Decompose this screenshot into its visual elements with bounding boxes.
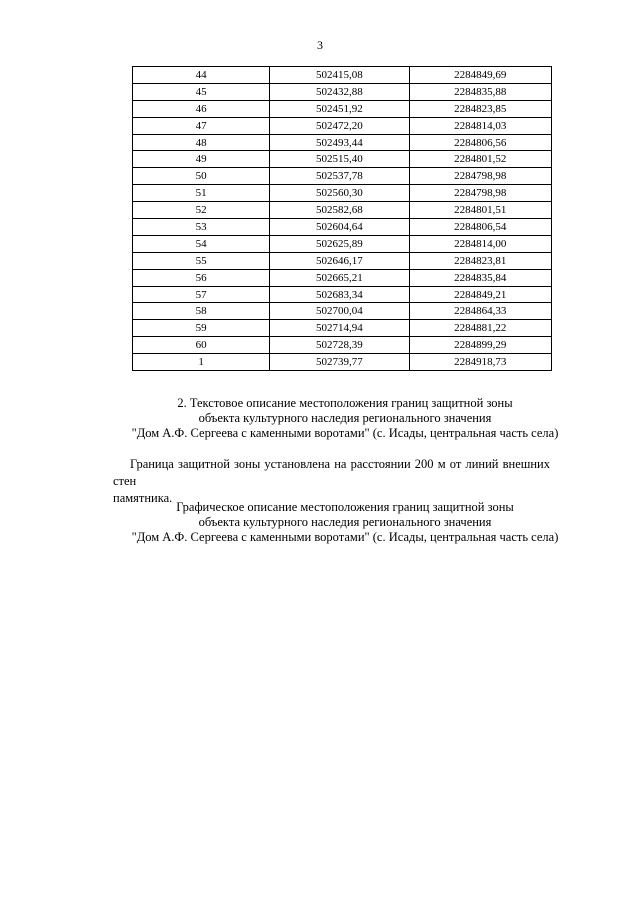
coordinates-table [132, 66, 552, 371]
y-coordinate-cell: 2284849,21 [409, 286, 551, 303]
table-row [133, 67, 552, 84]
x-coordinate-cell: 502714,94 [270, 320, 409, 337]
table-row [133, 337, 552, 354]
table-row [133, 320, 552, 337]
section-2-heading-line-2: объекта культурного наследия регионального значения [198, 411, 492, 425]
x-coordinate-cell: 502432,88 [270, 83, 409, 100]
y-coordinate-cell: 2284798,98 [409, 168, 551, 185]
x-coordinate-cell: 502739,77 [270, 354, 409, 371]
point-number-cell: 49 [133, 151, 270, 168]
boundary-paragraph-line-1: Граница защитной зоны установлена на расстоянии 200 м от линий внешних стен [113, 457, 550, 488]
x-coordinate-cell: 502493,44 [270, 134, 409, 151]
table-row [133, 134, 552, 151]
point-number-cell: 51 [133, 185, 270, 202]
x-coordinate-cell: 502515,40 [270, 151, 409, 168]
point-number-cell: 1 [133, 354, 270, 371]
section-3-heading [0, 500, 640, 545]
y-coordinate-cell: 2284814,03 [409, 117, 551, 134]
x-coordinate-cell: 502625,89 [270, 235, 409, 252]
y-coordinate-cell: 2284801,52 [409, 151, 551, 168]
y-coordinate-cell: 2284823,85 [409, 100, 551, 117]
y-coordinate-cell: 2284814,00 [409, 235, 551, 252]
section-2-heading-line-3: "Дом А.Ф. Сергеева с каменными воротами" (с. Исады, центральная часть села) [131, 426, 559, 440]
x-coordinate-cell: 502415,08 [270, 67, 409, 84]
y-coordinate-cell: 2284798,98 [409, 185, 551, 202]
x-coordinate-cell: 502728,39 [270, 337, 409, 354]
x-coordinate-cell: 502604,64 [270, 219, 409, 236]
point-number-cell: 60 [133, 337, 270, 354]
y-coordinate-cell: 2284823,81 [409, 252, 551, 269]
table-row [133, 252, 552, 269]
coordinates-table-body [133, 67, 552, 371]
x-coordinate-cell: 502560,30 [270, 185, 409, 202]
table-row [133, 151, 552, 168]
x-coordinate-cell: 502451,92 [270, 100, 409, 117]
x-coordinate-cell: 502537,78 [270, 168, 409, 185]
boundary-paragraph-line-2: памятника. [113, 491, 173, 505]
table-row [133, 83, 552, 100]
point-number-cell: 57 [133, 286, 270, 303]
x-coordinate-cell: 502683,34 [270, 286, 409, 303]
point-number-cell: 59 [133, 320, 270, 337]
y-coordinate-cell: 2284849,69 [409, 67, 551, 84]
table-row [133, 117, 552, 134]
table-row [133, 202, 552, 219]
page-number: 3 [317, 38, 323, 52]
table-row [133, 235, 552, 252]
section-2-heading [0, 396, 640, 441]
y-coordinate-cell: 2284806,56 [409, 134, 551, 151]
x-coordinate-cell: 502582,68 [270, 202, 409, 219]
section-3-heading-line-3: "Дом А.Ф. Сергеева с каменными воротами" (с. Исады, центральная часть села) [131, 530, 559, 544]
table-row [133, 303, 552, 320]
point-number-cell: 52 [133, 202, 270, 219]
point-number-cell: 56 [133, 269, 270, 286]
y-coordinate-cell: 2284918,73 [409, 354, 551, 371]
x-coordinate-cell: 502472,20 [270, 117, 409, 134]
point-number-cell: 44 [133, 67, 270, 84]
point-number-cell: 48 [133, 134, 270, 151]
section-3-heading-line-1: Графическое описание местоположения границ защитной зоны [176, 500, 514, 514]
point-number-cell: 45 [133, 83, 270, 100]
point-number-cell: 55 [133, 252, 270, 269]
y-coordinate-cell: 2284806,54 [409, 219, 551, 236]
point-number-cell: 53 [133, 219, 270, 236]
y-coordinate-cell: 2284835,84 [409, 269, 551, 286]
point-number-cell: 58 [133, 303, 270, 320]
y-coordinate-cell: 2284801,51 [409, 202, 551, 219]
point-number-cell: 54 [133, 235, 270, 252]
x-coordinate-cell: 502646,17 [270, 252, 409, 269]
table-row [133, 100, 552, 117]
table-row [133, 185, 552, 202]
y-coordinate-cell: 2284835,88 [409, 83, 551, 100]
x-coordinate-cell: 502700,04 [270, 303, 409, 320]
section-2-heading-line-1: 2. Текстовое описание местоположения границ защитной зоны [177, 396, 513, 410]
section-3-heading-line-2: объекта культурного наследия регионального значения [198, 515, 492, 529]
y-coordinate-cell: 2284881,22 [409, 320, 551, 337]
table-row [133, 219, 552, 236]
table-row [133, 168, 552, 185]
point-number-cell: 50 [133, 168, 270, 185]
table-row [133, 269, 552, 286]
table-row [133, 354, 552, 371]
table-row [133, 286, 552, 303]
point-number-cell: 46 [133, 100, 270, 117]
y-coordinate-cell: 2284899,29 [409, 337, 551, 354]
y-coordinate-cell: 2284864,33 [409, 303, 551, 320]
x-coordinate-cell: 502665,21 [270, 269, 409, 286]
point-number-cell: 47 [133, 117, 270, 134]
